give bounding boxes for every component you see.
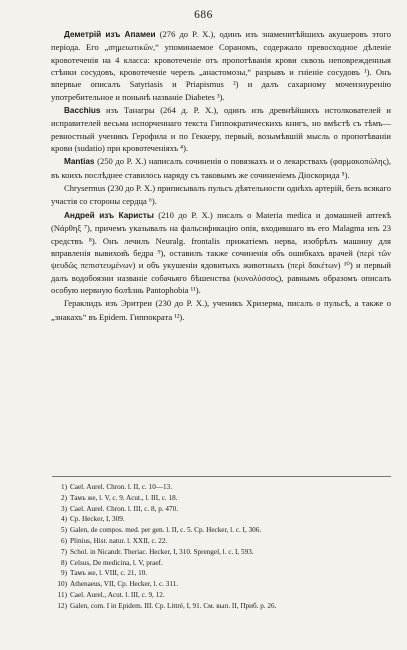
paragraph-demetrius — [51, 28, 391, 103]
footnote-number: 6) — [61, 536, 67, 545]
footnote-text: Plinius, Hist. natur. l. XXII, c. 22. — [70, 536, 168, 545]
footnote-number: 3) — [61, 504, 67, 513]
footnote-text: Athenaeus, VII, Cp. Hecker, l. c. 311. — [70, 580, 179, 589]
footnote-text: Cp. Hecker, I, 309. — [70, 515, 125, 524]
footnote-number: 8) — [61, 558, 67, 567]
footnotes — [50, 482, 390, 612]
footnote-number: 12) — [57, 601, 67, 610]
paragraph-text: Chrysermus (230 до Р. Х.) приписывалъ пульсъ дѣятельности однѣхъ артерій, безъ всякаго участія со стороны сердца ⁶). — [51, 183, 391, 207]
footnote — [50, 525, 390, 536]
footnote-text: Cael. Aurel. Chron. l. II, c. 10—13. — [70, 483, 173, 491]
footnote — [50, 558, 390, 569]
page-number: 686 — [194, 9, 213, 21]
footnote-number: 1) — [61, 483, 67, 491]
footnote-number: 4) — [61, 515, 67, 524]
paragraph-text: (276 до Р. Х.), одинъ изъ знаменитѣйшихъ акушеровъ этого періода. Его „σημειωτικῶν,“ упоминаемое Сораномъ, содержало превосходное дѣленіе кровотеченія на 4 класса: кровотеченіе отъ пропотѣванія крови сквозь неповрежденныя стѣнки сосудовъ, кровотеченіе черезъ „анастомозы,“ разрывъ и гніеніе сосудовъ ¹). Онъ впервые описалъ Satyriasis и Priapismus ²) и далъ сахарному мочеизнуренію употребительное и понынѣ названіе Diabetes ³). — [51, 29, 391, 102]
footnote — [50, 514, 390, 525]
footnote-number: 9) — [61, 569, 67, 578]
main-text — [51, 28, 391, 324]
footnote-text: Тамъ же, l. V, c. 9. Acut., l. III, c. 18. — [70, 493, 178, 502]
footnote — [50, 590, 390, 601]
footnote-text: Schol. in Nicandr. Theriac. Hecker, I, 310. Sprengel, l. c. I, 593. — [70, 547, 254, 556]
paragraph-heraclides — [51, 297, 391, 323]
paragraph-chrysermus — [51, 182, 391, 208]
footnote — [50, 547, 390, 558]
footnote-text: Galen, com. I in Epidem. III. Cp. Littré, I, 91. См. вып. II, Приб. р. 26. — [70, 601, 277, 610]
footnote — [50, 601, 390, 612]
footnote — [50, 493, 390, 504]
footnote — [50, 568, 390, 579]
footnote-text: Cael. Aurel., Acut. l. III, c. 9, 12. — [70, 590, 165, 599]
person-name: Андрей изъ Каристы — [64, 210, 154, 220]
paragraph-mantias — [51, 155, 391, 181]
person-name: Mantias — [64, 157, 95, 167]
person-name: Bacchius — [64, 106, 101, 116]
paragraph-andreas — [51, 209, 391, 296]
footnote-text: Тамъ же, l. VIII, c. 21, 10. — [70, 569, 148, 578]
paragraph-bacchius — [51, 104, 391, 154]
footnote-number: 10) — [57, 580, 67, 589]
person-name: Деметрій изъ Апамеи — [64, 30, 156, 39]
paragraph-text: (250 до Р. Х.) написалъ сочиненія о повязкахъ и о лекарствахъ (φαρμακοπώλης), въ коихъ послѣднее ставилось наряду съ таковымъ же сочиненіемъ Діоскорида ⁵). — [51, 156, 391, 180]
footnote — [50, 482, 390, 493]
footnote-number: 7) — [61, 547, 67, 556]
footnote-number: 5) — [61, 526, 67, 535]
footnote — [50, 579, 390, 590]
footnote-divider — [52, 476, 391, 477]
footnote-number: 11) — [57, 590, 67, 599]
footnote-text: Galen, de compos. med. per gen. l. II, c. 5. Cp. Hecker, l. c. I, 306. — [70, 526, 262, 535]
paragraph-text: изъ Танагры (264 д. Р. Х.), одинъ изъ древнѣйшихъ истолкователей и исправителей весьма испорченнаго текста Гиппократическихъ книгъ, но вмѣстѣ съ тѣмъ—ревностный ученикъ Герофила и по Геккеру, первый, возымѣвшій мысль о пропотѣваніи крови (sudatio) при кровотеченіяхъ ⁴). — [51, 105, 391, 154]
footnote-text: Celsus, De medicina, l. V, praef. — [70, 558, 163, 567]
footnote — [50, 536, 390, 547]
footnote — [50, 504, 390, 515]
footnote-text: Cael. Aurel. Chron. l. III, c. 8, p. 470. — [70, 504, 178, 513]
footnote-number: 2) — [61, 493, 67, 502]
paragraph-text: Гераклидъ изъ Эритреи (230 до Р. Х.), ученикъ Хризерма, писалъ о пульсѣ, а также о „знакахъ“ въ Epidem. Гиппократа ¹²). — [51, 298, 391, 322]
paragraph-text: (210 до Р. Х.) писалъ о Materia medica и домашней аптекѣ (Νάρθηξ ⁷), причемъ указывалъ на фальсификацію опія, входившаго въ его Malagma изъ 23 средствъ ⁸). Онъ лечилъ Neuralg. frontalis прижатіемъ нерва, изобрѣлъ машину для вправленія вывихов̂ъ бедра ⁹), оставилъ также сочиненія объ ошибкахъ врачей (περὶ τῶν ψευδῶς πεπιστευμένων) и объ укушеніи ядовитыхъ животныхъ (περὶ δακέτων) ¹⁰) и первый далъ водобоязни названіе собачьяго бѣшенства (κυνολύσσος), равнымъ образомъ описалъ особую нервную болѣзнь Pantophobia ¹¹). — [51, 209, 391, 295]
